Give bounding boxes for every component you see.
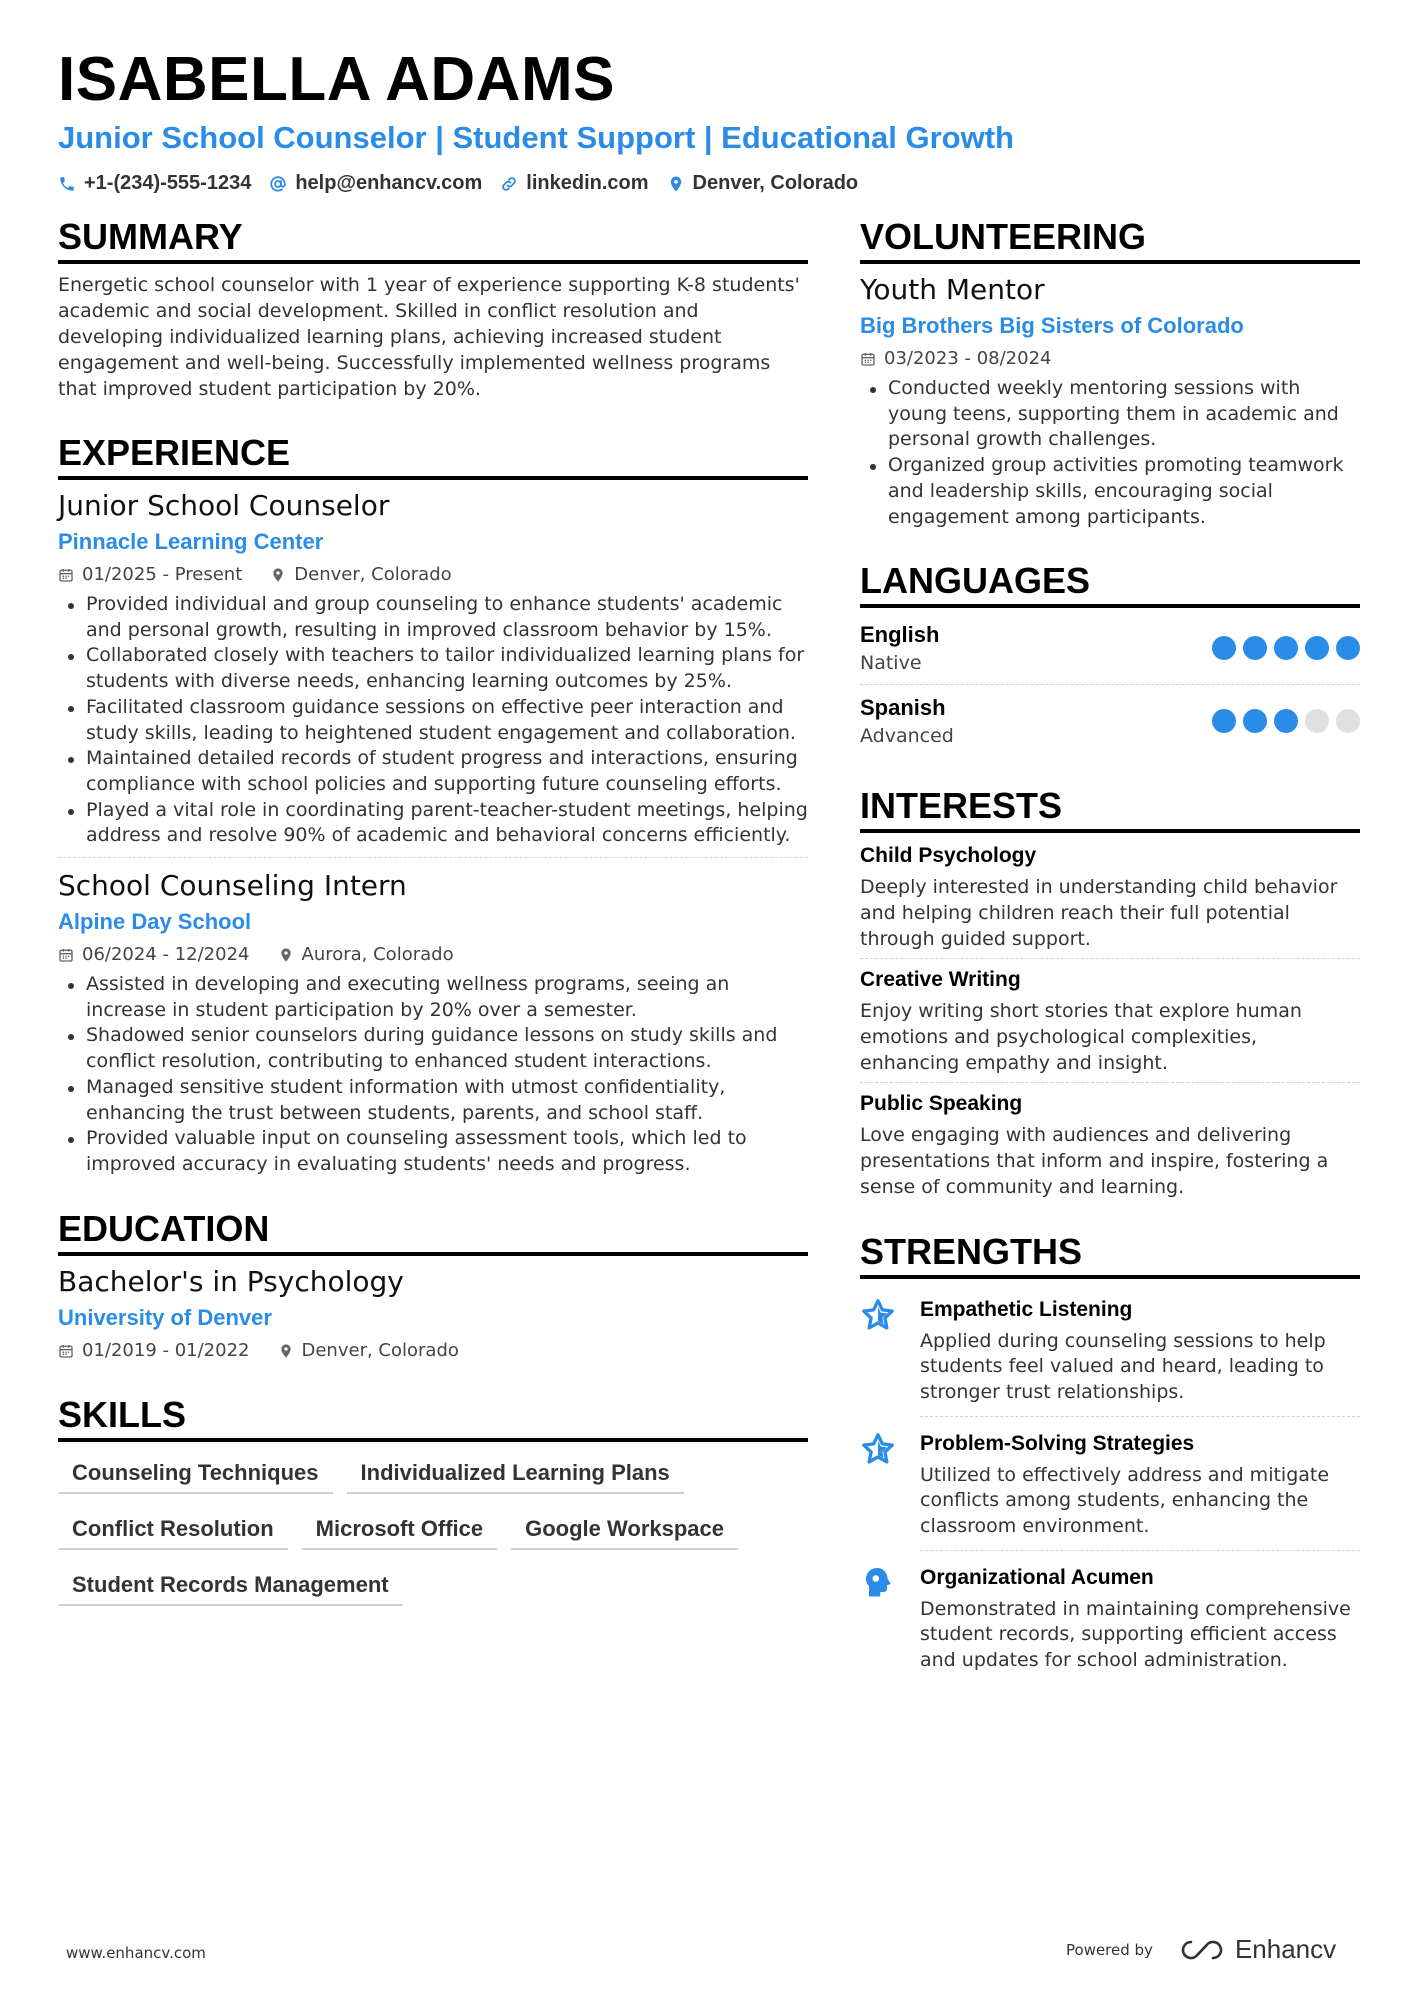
job-role: Junior School Counselor <box>58 489 390 522</box>
education-title: EDUCATION <box>58 1208 808 1256</box>
interest-item <box>860 1089 1360 1200</box>
interest-desc: Love engaging with audiences and delivering presentations that inform and inspire, fostering a sense of community and learning. <box>860 1124 1329 1198</box>
rating-dot-filled <box>1212 709 1236 733</box>
language-name: Spanish <box>860 695 946 721</box>
rating-dot-filled <box>1243 709 1267 733</box>
skill-tag: Google Workspace <box>511 1512 738 1550</box>
skill-tag: Counseling Techniques <box>58 1456 333 1494</box>
contact-email[interactable] <box>269 172 482 195</box>
location-pin-icon <box>270 567 286 583</box>
strength-title: Empathetic Listening <box>920 1297 1133 1321</box>
summary-section <box>58 216 808 402</box>
divider <box>920 1550 1360 1551</box>
language-row <box>860 616 1360 682</box>
job-location: Aurora, Colorado <box>301 944 454 966</box>
brand-logo[interactable] <box>1179 1934 1336 1965</box>
skill-tag: Microsoft Office <box>302 1512 497 1550</box>
strength-item <box>860 1555 1360 1674</box>
rating-dot-filled <box>1336 636 1360 660</box>
volunteer-meta <box>860 346 1360 372</box>
contact-bar <box>58 172 1358 195</box>
enhancv-logo-icon <box>1179 1938 1225 1962</box>
contact-linkedin[interactable] <box>500 172 648 195</box>
rating-dot-filled <box>1243 636 1267 660</box>
rating-dot-filled <box>1212 636 1236 660</box>
strengths-section <box>860 1231 1360 1674</box>
volunteering-title: VOLUNTEERING <box>860 216 1360 264</box>
interests-title: INTERESTS <box>860 785 1360 833</box>
job-meta <box>58 942 808 968</box>
location-pin-icon <box>667 175 685 193</box>
location-pin-icon <box>278 947 294 963</box>
list-item: Shadowed senior counselors during guidance lessons on study skills and conflict resolution, contributing to enhanced student interactions. <box>58 1023 808 1074</box>
experience-section <box>58 432 808 1178</box>
volunteer-bullets <box>860 376 1360 530</box>
left-column <box>58 216 808 1636</box>
list-item: Conducted weekly mentoring sessions with young teens, supporting them in academic and personal growth challenges. <box>860 376 1360 453</box>
divider <box>860 684 1360 685</box>
calendar-icon <box>860 351 876 367</box>
education-dates: 01/2019 - 01/2022 <box>82 1339 250 1361</box>
interests-section <box>860 785 1360 1200</box>
divider <box>920 1416 1360 1417</box>
location-text: Denver, Colorado <box>692 172 859 194</box>
language-level: Advanced <box>860 725 954 748</box>
job-bullets <box>58 592 808 849</box>
job-bullets <box>58 972 808 1178</box>
star-icon <box>860 1297 896 1333</box>
skill-tag: Individualized Learning Plans <box>347 1456 684 1494</box>
rating-dot-filled <box>1305 636 1329 660</box>
strength-desc: Applied during counseling sessions to help students feel valued and heard, leading to stronger trust relationships. <box>920 1329 1326 1403</box>
interest-title: Child Psychology <box>860 844 1037 868</box>
list-item: Provided valuable input on counseling assessment tools, which led to improved accuracy in evaluating students' needs and progress. <box>58 1126 808 1177</box>
strength-title: Problem-Solving Strategies <box>920 1431 1195 1455</box>
link-icon <box>500 175 518 193</box>
job-entry <box>58 868 808 1178</box>
job-dates: 01/2025 - Present <box>82 564 243 585</box>
list-item: Played a vital role in coordinating parent-teacher-student meetings, helping address and resolve 90% of academic and behavioral concerns efficiently. <box>58 798 808 849</box>
job-entry <box>58 488 808 849</box>
list-item: Managed sensitive student information with utmost confidentiality, enhancing the trust between students, parents, and school staff. <box>58 1075 808 1126</box>
experience-title: EXPERIENCE <box>58 432 808 480</box>
skill-tag: Student Records Management <box>58 1568 403 1606</box>
powered-by-label: Powered by <box>1066 1940 1153 1959</box>
skills-section <box>58 1394 808 1606</box>
star-icon <box>860 1431 896 1467</box>
job-company: Pinnacle Learning Center <box>58 529 324 554</box>
candidate-name: ISABELLA ADAMS <box>58 45 615 114</box>
job-company: Alpine Day School <box>58 909 252 935</box>
list-item: Facilitated classroom guidance sessions on effective peer interaction and study skills, leading to heightened student engagement and collaboration. <box>58 695 808 746</box>
footer-branding <box>1066 1934 1336 1965</box>
interest-item <box>860 965 1360 1076</box>
interest-title: Creative Writing <box>860 968 1021 992</box>
location-pin-icon <box>278 1343 294 1359</box>
calendar-icon <box>58 1343 74 1359</box>
phone-icon <box>58 175 76 193</box>
calendar-icon <box>58 947 74 963</box>
languages-title: LANGUAGES <box>860 560 1360 608</box>
education-location: Denver, Colorado <box>301 1339 459 1361</box>
language-level: Native <box>860 652 922 675</box>
phone-text: +1-(234)-555-1234 <box>84 172 252 194</box>
email-text: help@enhancv.com <box>295 172 483 194</box>
summary-title: SUMMARY <box>58 216 808 264</box>
interest-desc: Enjoy writing short stories that explore human emotions and psychological complexities, enhancing empathy and insight. <box>860 1000 1302 1074</box>
list-item: Provided individual and group counseling to enhance students' academic and personal growth, resulting in improved classroom behavior by 15%. <box>58 592 808 643</box>
language-row <box>860 689 1360 755</box>
right-column <box>860 216 1360 1704</box>
language-rating <box>1212 709 1360 733</box>
skills-list <box>58 1456 808 1606</box>
job-location: Denver, Colorado <box>294 564 452 585</box>
volunteer-dates: 03/2023 - 08/2024 <box>884 348 1052 369</box>
rating-dot-filled <box>1274 636 1298 660</box>
education-meta <box>58 1338 808 1364</box>
contact-location <box>667 172 859 195</box>
job-dates: 06/2024 - 12/2024 <box>82 944 250 966</box>
strength-title: Organizational Acumen <box>920 1565 1154 1589</box>
head-icon <box>860 1565 896 1601</box>
education-section <box>58 1208 808 1364</box>
brand-name: Enhancv <box>1234 1934 1337 1964</box>
strength-desc: Demonstrated in maintaining comprehensive student records, supporting efficient access and updates for school administration. <box>920 1597 1351 1672</box>
rating-dot-filled <box>1274 709 1298 733</box>
volunteer-role: Youth Mentor <box>860 273 1045 306</box>
degree: Bachelor's in Psychology <box>58 1264 404 1298</box>
strength-item <box>860 1421 1360 1540</box>
skills-title: SKILLS <box>58 1394 808 1442</box>
list-item: Collaborated closely with teachers to tailor individualized learning plans for students with diverse needs, enhancing learning outcomes by 25%. <box>58 643 808 694</box>
divider <box>860 1082 1360 1083</box>
job-role: School Counseling Intern <box>58 869 407 903</box>
footer-website[interactable]: www.enhancv.com <box>66 1944 206 1962</box>
volunteer-org: Big Brothers Big Sisters of Colorado <box>860 313 1244 338</box>
interest-item <box>860 841 1360 952</box>
headline: Junior School Counselor | Student Support | Educational Growth <box>58 120 1014 155</box>
languages-section <box>860 560 1360 755</box>
divider <box>58 857 808 858</box>
list-item: Assisted in developing and executing wellness programs, seeing an increase in student participation by 20% over a semester. <box>58 972 808 1023</box>
calendar-icon <box>58 567 74 583</box>
summary-text: Energetic school counselor with 1 year of experience supporting K-8 students' academic and social development. Skilled in conflict resolution and developing individualized learning plans, achieving increased student engagement and well-being. Successfully implemented wellness programs that improved student participation by 20%. <box>58 274 800 400</box>
language-name: English <box>860 622 940 648</box>
interest-desc: Deeply interested in understanding child behavior and helping children reach their full potential through guided support. <box>860 876 1338 950</box>
volunteering-section <box>860 216 1360 530</box>
contact-phone[interactable] <box>58 172 251 195</box>
list-item: Maintained detailed records of student progress and interactions, ensuring compliance with school policies and supporting future counseling efforts. <box>58 746 808 797</box>
list-item: Organized group activities promoting teamwork and leadership skills, encouraging social engagement among participants. <box>860 453 1360 530</box>
strengths-title: STRENGTHS <box>860 1231 1360 1279</box>
header <box>58 44 1358 195</box>
divider <box>860 958 1360 959</box>
at-icon <box>269 175 287 193</box>
strength-desc: Utilized to effectively address and mitigate conflicts among students, enhancing the classroom environment. <box>920 1463 1330 1538</box>
job-meta <box>58 562 808 588</box>
rating-dot-empty <box>1336 709 1360 733</box>
strength-item <box>860 1287 1360 1406</box>
school: University of Denver <box>58 1304 272 1330</box>
language-rating <box>1212 636 1360 660</box>
rating-dot-empty <box>1305 709 1329 733</box>
skill-tag: Conflict Resolution <box>58 1512 288 1550</box>
linkedin-text: linkedin.com <box>526 172 649 194</box>
interest-title: Public Speaking <box>860 1092 1023 1116</box>
